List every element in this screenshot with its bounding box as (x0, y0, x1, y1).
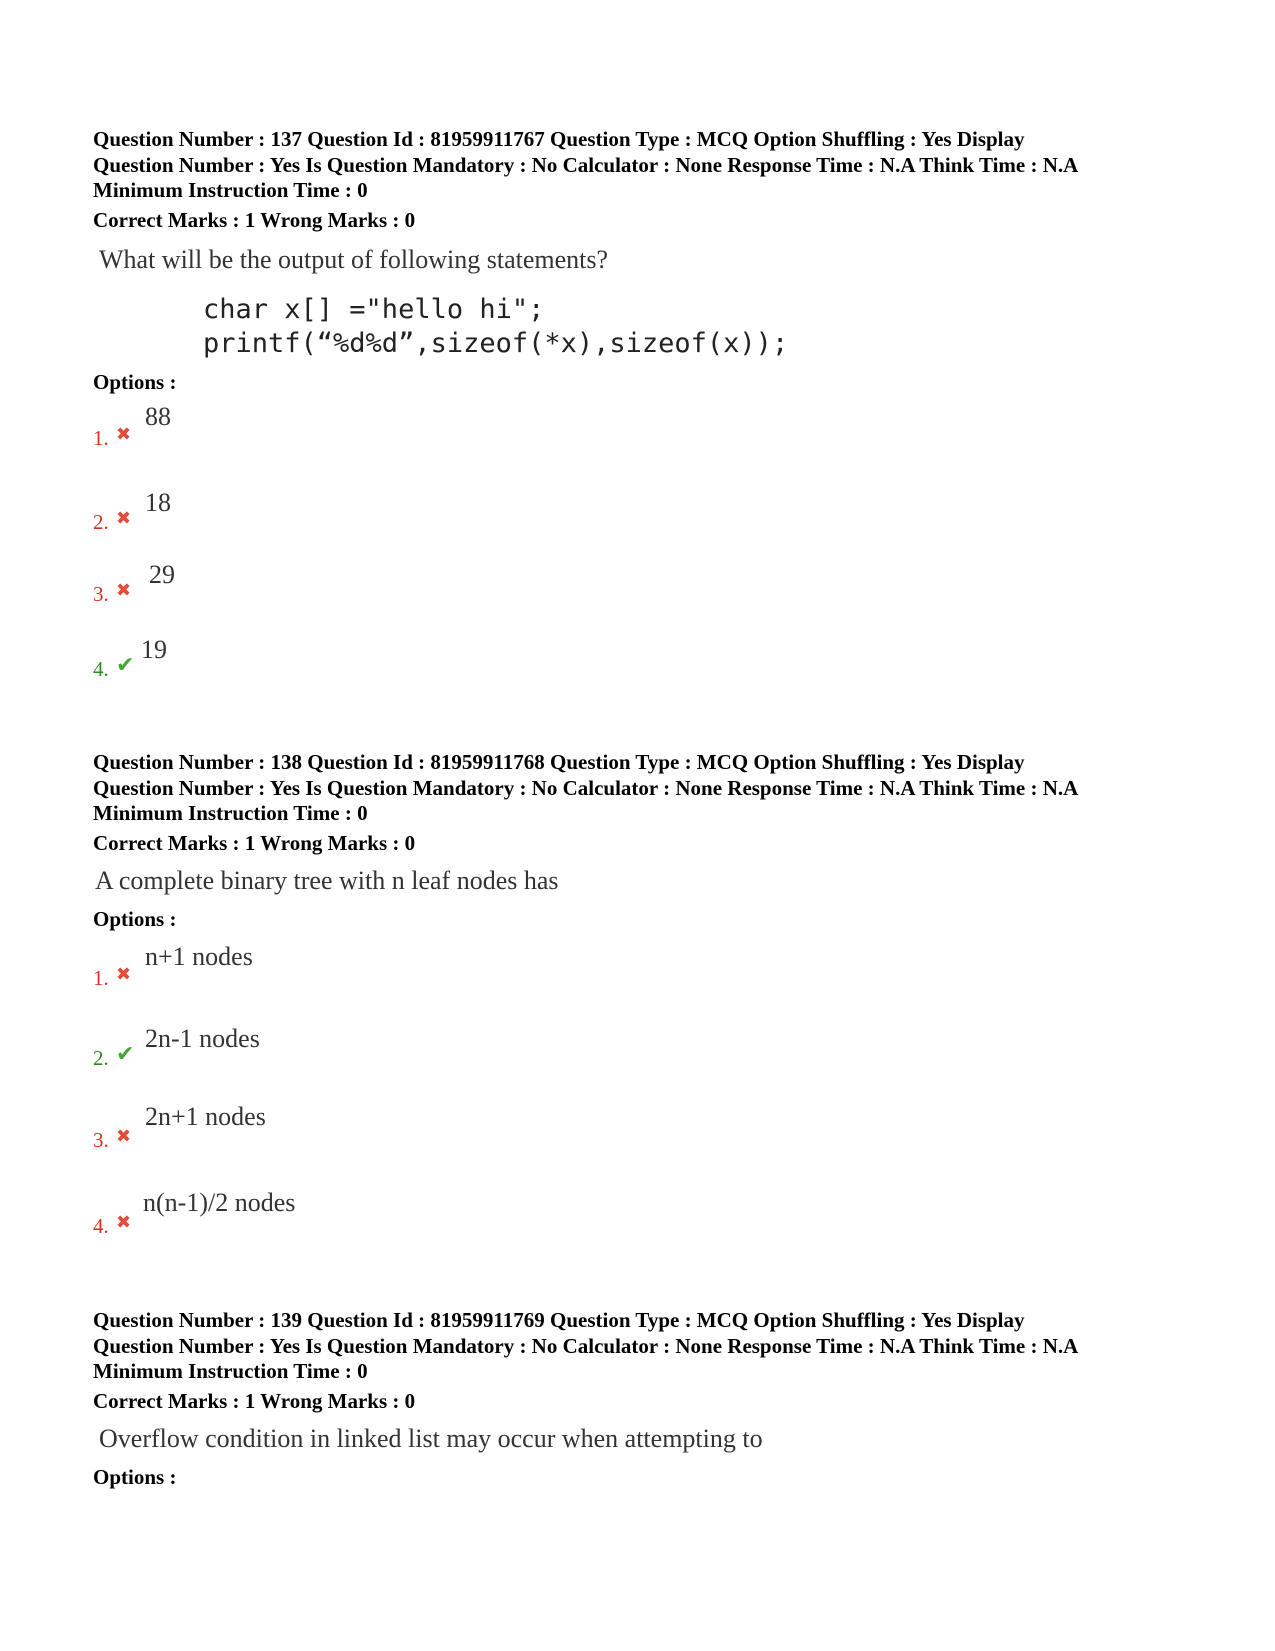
option-number: 4. (93, 1214, 109, 1238)
question-marks: Correct Marks : 1 Wrong Marks : 0 (93, 207, 416, 232)
question-marks: Correct Marks : 1 Wrong Marks : 0 (93, 1388, 416, 1413)
option-text: 19 (141, 635, 167, 664)
cross-icon: ✖ (116, 424, 132, 445)
question-139 (93, 1308, 1243, 1454)
check-icon: ✔ (116, 1042, 135, 1067)
code-line: printf(“%d%d”,sizeof(*x),sizeof(x)); (203, 327, 789, 359)
option-4 (93, 635, 793, 705)
option-number: 1. (93, 966, 109, 990)
options-label: Options : (93, 370, 177, 394)
option-4 (93, 1188, 793, 1260)
option-text: n+1 nodes (145, 942, 253, 971)
cross-icon: ✖ (116, 1212, 132, 1233)
question-meta-line3: Minimum Instruction Time : 0 (93, 801, 368, 825)
cross-icon: ✖ (116, 508, 132, 529)
option-number: 2. (93, 510, 109, 534)
question-meta-line3: Minimum Instruction Time : 0 (93, 1359, 368, 1383)
options-label: Options : (93, 907, 177, 931)
question-meta-line1: Question Number : 137 Question Id : 81959911767 Question Type : MCQ Option Shuffling : Yes Display (93, 127, 1025, 151)
option-1 (93, 942, 793, 1010)
question-marks: Correct Marks : 1 Wrong Marks : 0 (93, 830, 416, 855)
option-1 (93, 402, 793, 470)
option-text: n(n-1)/2 nodes (143, 1188, 296, 1217)
question-meta-line3: Minimum Instruction Time : 0 (93, 178, 368, 202)
option-text: 18 (145, 488, 171, 517)
options-label: Options : (93, 1465, 177, 1489)
option-text: 2n+1 nodes (145, 1102, 266, 1131)
option-number: 1. (93, 426, 109, 450)
cross-icon: ✖ (116, 1126, 132, 1147)
question-meta-line1: Question Number : 139 Question Id : 81959911769 Question Type : MCQ Option Shuffling : Yes Display (93, 1308, 1025, 1332)
cross-icon: ✖ (116, 964, 132, 985)
option-2 (93, 1024, 793, 1092)
cross-icon: ✖ (116, 580, 132, 601)
question-meta-line2: Question Number : Yes Is Question Mandatory : No Calculator : None Response Time : N.A Think Time : N.A (93, 1333, 1079, 1358)
option-text: 29 (149, 560, 175, 589)
question-text: Overflow condition in linked list may occur when attempting to (99, 1423, 763, 1453)
code-line: char x[] ="hello hi"; (203, 293, 545, 325)
question-138 (93, 750, 1243, 896)
option-3 (93, 1102, 793, 1172)
question-text: What will be the output of following statements? (99, 244, 609, 274)
question-meta-line1: Question Number : 138 Question Id : 81959911768 Question Type : MCQ Option Shuffling : Yes Display (93, 750, 1025, 774)
option-number: 4. (93, 657, 109, 681)
question-text: A complete binary tree with n leaf nodes has (95, 865, 559, 895)
option-number: 2. (93, 1046, 109, 1070)
question-meta-line2: Question Number : Yes Is Question Mandatory : No Calculator : None Response Time : N.A Think Time : N.A (93, 152, 1079, 177)
option-2 (93, 488, 793, 556)
option-text: 2n-1 nodes (145, 1024, 260, 1053)
option-number: 3. (93, 1128, 109, 1152)
check-icon: ✔ (116, 653, 135, 678)
option-3 (93, 560, 793, 630)
question-meta-line2: Question Number : Yes Is Question Mandatory : No Calculator : None Response Time : N.A Think Time : N.A (93, 775, 1079, 800)
option-text: 88 (145, 402, 171, 431)
option-number: 3. (93, 582, 109, 606)
question-137 (93, 127, 1243, 361)
code-snippet (203, 293, 1243, 361)
